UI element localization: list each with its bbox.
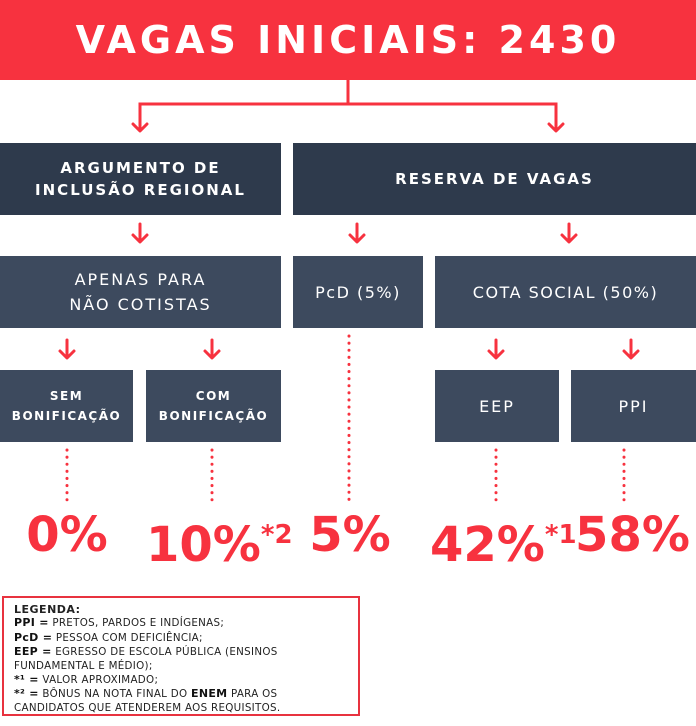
ppi-box — [571, 370, 696, 442]
legend-emphasis: ENEM — [191, 687, 228, 701]
legend-key: *² = — [14, 687, 39, 701]
reserva-label: RESERVA DE VAGAS — [395, 170, 594, 188]
legend-text: EGRESSO DE ESCOLA PÚBLICA (ENSINOS FUNDAMENTAL E MÉDIO); — [14, 646, 278, 672]
pct-com — [146, 507, 293, 573]
argumento-label: ARGUMENTO DE INCLUSÃO REGIONAL — [35, 159, 246, 199]
legend-key: *¹ = — [14, 673, 39, 687]
pct-ppi-value: 58% — [575, 507, 690, 563]
pct-sem-value: 0% — [26, 507, 108, 563]
pcd-box — [293, 256, 423, 328]
eep-box — [435, 370, 559, 442]
legend-text: PARA OS CANDIDATOS QUE ATENDEREM AOS REQUISITOS. — [14, 688, 281, 714]
com-bonificacao-box — [146, 370, 281, 442]
apenas-box — [0, 256, 281, 328]
pct-com-value: 10% — [146, 517, 261, 573]
com-bonificacao-label: COM BONIFICAÇÃO — [158, 389, 269, 423]
legend-item-eep — [14, 645, 350, 673]
pct-pcd-value: 5% — [309, 507, 391, 563]
eep-label: EEP — [479, 396, 515, 416]
pcd-label: PcD (5%) — [315, 282, 401, 302]
pct-eep-value: 42% — [430, 517, 545, 573]
legend-text: VALOR APROXIMADO; — [42, 674, 159, 687]
pct-eep — [430, 507, 577, 573]
cota-social-label: COTA SOCIAL (50%) — [472, 282, 659, 302]
page-title: VAGAS INICIAIS: 2430 — [75, 18, 621, 62]
pct-pcd — [300, 507, 400, 563]
apenas-label: APENAS PARA NÃO COTISTAS — [69, 270, 212, 314]
cota-social-box — [435, 256, 696, 328]
legend-key: EEP = — [14, 645, 52, 659]
pct-com-note: *2 — [260, 520, 293, 550]
pct-eep-note: *1 — [544, 520, 577, 550]
legend-item-note1 — [14, 673, 350, 687]
legend-text: PESSOA COM DEFICIÊNCIA; — [55, 631, 203, 644]
legend-item-note2 — [14, 687, 350, 715]
header-banner — [0, 0, 696, 80]
reserva-box — [293, 143, 696, 215]
legend-text: BÔNUS NA NOTA FINAL DO — [42, 688, 188, 701]
pct-ppi — [575, 507, 690, 563]
argumento-box — [0, 143, 281, 215]
legend-item-pcd — [14, 631, 350, 645]
pct-sem — [17, 507, 117, 563]
legend-item-ppi — [14, 616, 350, 630]
legend-title: LEGENDA: — [14, 603, 81, 616]
sem-bonificacao-label: SEM BONIFICAÇÃO — [11, 389, 122, 423]
sem-bonificacao-box — [0, 370, 133, 442]
ppi-label: PPI — [618, 396, 649, 416]
legend-text: PRETOS, PARDOS E INDÍGENAS; — [52, 617, 225, 630]
legend-box — [2, 596, 360, 716]
legend-key: PcD = — [14, 630, 53, 644]
legend-key: PPI = — [14, 616, 49, 630]
